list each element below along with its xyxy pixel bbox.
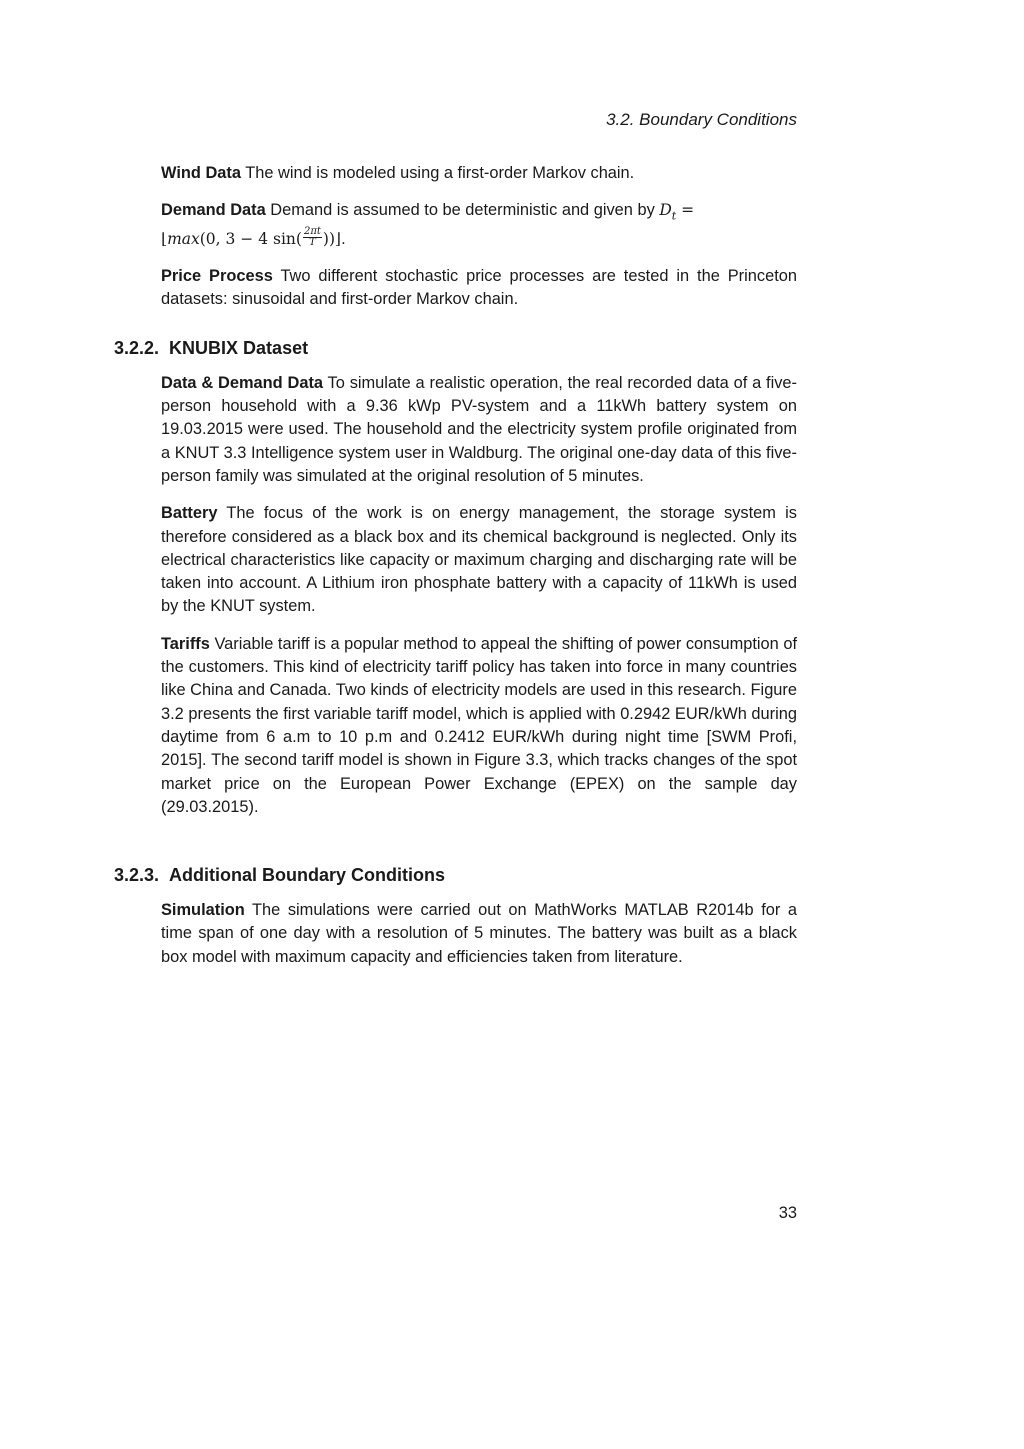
paragraph-price-process (161, 265, 797, 312)
math-floor-close: ⌋ (335, 229, 342, 248)
paragraph-text: Variable tariff is a popular method to appeal the shifting of power consumption of the customers. This kind of electricity tariff policy has taken into force in many countries like China and Canada. Two kinds of electricity models are used in this research. Figure 3.2 presents the first variable tariff model, which is applied with 0.2942 EUR/kWh during daytime from 6 a.m to 10 p.m and 0.2412 EUR/kWh during night time [SWM Profi, 2015]. The second tariff model is shown in Figure 3.3, which tracks changes of the spot market price on the European Power Exchange (EPEX) on the sample day (29.03.2015). (161, 634, 797, 816)
math-args-close: )) (322, 229, 336, 248)
paragraph-text: To simulate a realistic operation, the real recorded data of a five-person household with a 9.36 kWp PV-system and a 11kWh battery system on 19.03.2015 were used. The household and the electricity system profile originated from a KNUT 3.3 Intelligence system user in Waldburg. The original one-day data of this five-person family was simulated at the original resolution of 5 minutes. (161, 373, 797, 485)
paragraph-battery (161, 502, 797, 618)
math-function: max (167, 229, 200, 248)
sentence-end: . (341, 229, 346, 248)
section-title: KNUBIX Dataset (169, 337, 309, 358)
math-floor-open: ⌊ (161, 229, 168, 248)
paragraph-lead: Demand Data (161, 201, 266, 220)
paragraph-text: The wind is modeled using a first-order Markov chain. (240, 164, 635, 182)
paragraph-lead: Simulation (161, 901, 245, 920)
paragraph-lead: Data & Demand Data (161, 373, 324, 392)
paragraph-text: The focus of the work is on energy management, the storage system is therefore considered as a black box and its chemical background is neglected. Only its electrical characteristics like capacity or maximum charging and discharging rate will be taken into account. A Lithium iron phosphate battery with a capacity of 11kWh is used by the KNUT system. (161, 504, 797, 616)
paragraph-text: Two different stochastic price processes are tested in the Princeton datasets: sinusoidal and first-order Markov chain. (161, 267, 797, 309)
paragraph-lead: Wind Data (161, 164, 241, 182)
paragraph-wind-data (161, 162, 797, 185)
section-heading-322 (114, 336, 797, 360)
paragraph-tariffs (161, 633, 797, 819)
section-title: Additional Boundary Conditions (169, 865, 446, 886)
paragraph-data-demand (161, 372, 797, 488)
section-heading-323 (114, 863, 797, 887)
math-fraction-numerator: 2πt (303, 226, 321, 238)
paragraph-text: The simulations were carried out on MathWorks MATLAB R2014b for a time span of one day with a resolution of 5 minutes. The battery was built as a black box model with maximum capacity and efficiencies taken from literature. (161, 901, 797, 966)
paragraph-lead: Battery (161, 504, 218, 523)
running-header: 3.2. Boundary Conditions (606, 110, 797, 129)
section-number: 3.2.3. (114, 865, 160, 886)
math-variable: D (659, 201, 672, 220)
math-fraction-denominator: T (309, 237, 316, 249)
paragraph-lead: Tariffs (161, 634, 210, 653)
paragraph-text: Demand is assumed to be deterministic and given by (265, 201, 660, 220)
paragraph-demand-data (161, 199, 797, 251)
paragraph-lead: Price Process (161, 267, 273, 286)
math-args-open: (0, 3 − 4 sin( (199, 229, 302, 248)
math-equals: = (676, 201, 695, 220)
section-number: 3.2.2. (114, 337, 160, 358)
math-fraction (303, 227, 322, 248)
math-subscript: t (671, 209, 677, 223)
paragraph-simulation (161, 899, 797, 969)
page-number: 33 (778, 1204, 797, 1222)
page-body (114, 162, 797, 983)
